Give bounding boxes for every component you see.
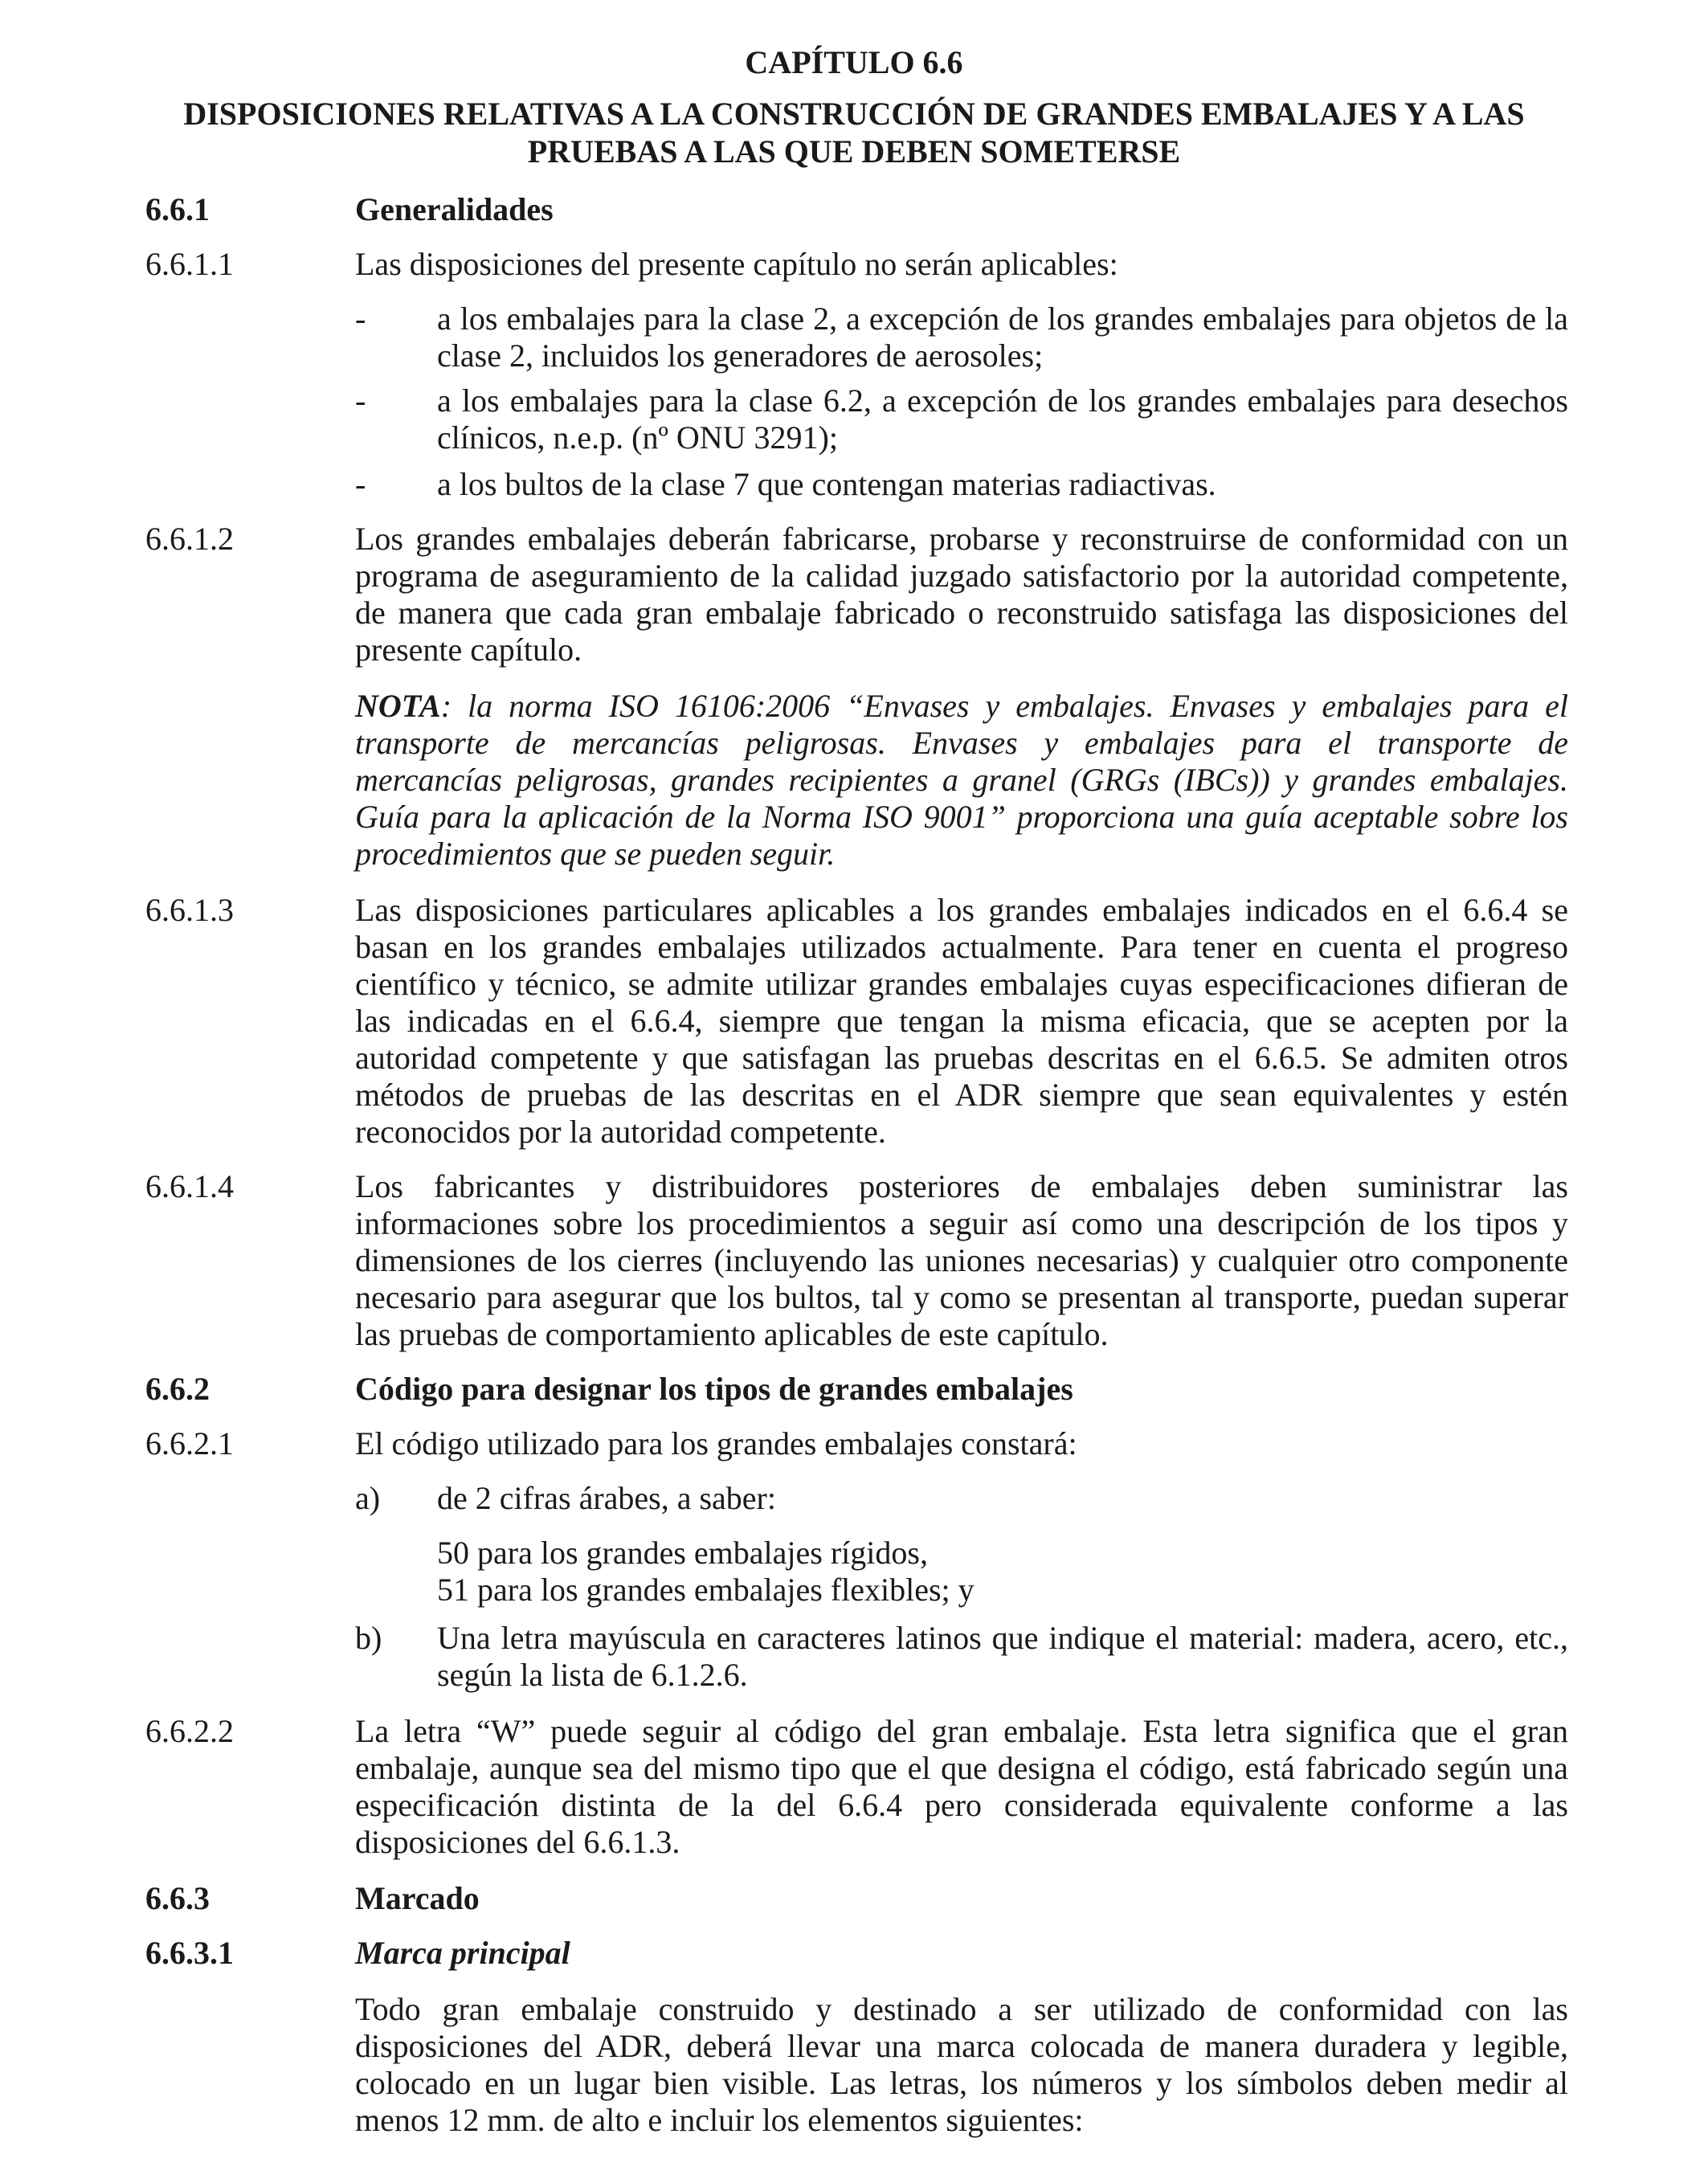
list-subitems xyxy=(437,1535,1568,1609)
text-line: colocado en un lugar bien visible. Las letras, los números y los símbolos deben medir al xyxy=(355,2065,1568,2101)
text-line: Una letra mayúscula en caracteres latinos que indique el material: madera, acero, etc., xyxy=(437,1620,1568,1656)
note-label: NOTA xyxy=(355,688,441,724)
paragraph-intro: El código utilizado para los grandes embalajes constará: xyxy=(355,1425,1077,1461)
text-line: especificación distinta de la del 6.6.4 pero considerada equivalente conforme a las xyxy=(355,1787,1568,1823)
text-line: Los fabricantes y distribuidores posteriores de embalajes deben suministrar las xyxy=(355,1168,1568,1204)
text-line xyxy=(355,688,1568,725)
text-line: Los grandes embalajes deberán fabricarse, probarse y reconstruirse de conformidad con un xyxy=(355,521,1568,557)
paragraph-text xyxy=(355,892,1568,1151)
text-line: disposiciones del ADR, deberá llevar una marca colocada de manera duradera y legible, xyxy=(355,2028,1568,2064)
text-line: clínicos, n.e.p. (nº ONU 3291); xyxy=(437,419,838,456)
text-line: científico y técnico, se admite utilizar grandes embalajes cuyas especificaciones difieran de xyxy=(355,966,1568,1002)
chapter-subtitle xyxy=(153,95,1555,170)
text-line: La letra “W” puede seguir al código del gran embalaje. Esta letra significa que el gran xyxy=(355,1713,1568,1749)
list-item xyxy=(437,382,1568,456)
text-line: dimensiones de los cierres (incluyendo las uniones necesarias) y cualquier otro componente xyxy=(355,1242,1568,1278)
text-line: Todo gran embalaje construido y destinado a ser utilizado de conformidad con las xyxy=(355,1991,1568,2027)
paragraph-number: 6.6.1.1 xyxy=(145,246,234,282)
text-line: mercancías peligrosas, grandes recipientes a granel (GRGs (IBCs)) y grandes embalajes. xyxy=(355,762,1568,798)
paragraph-text xyxy=(355,1713,1568,1861)
text-line: a los embalajes para la clase 2, a excepción de los grandes embalajes para objetos de la xyxy=(437,300,1568,337)
paragraph-number: 6.6.1.3 xyxy=(145,892,234,928)
note-text: : la norma ISO 16106:2006 “Envases y embalajes. Envases y embalajes para el xyxy=(440,688,1568,724)
list-item xyxy=(437,1620,1568,1694)
text-line: informaciones sobre los procedimientos a seguir así como una descripción de los tipos y xyxy=(355,1205,1568,1241)
list-item xyxy=(437,1480,1568,1517)
section-number: 6.6.2 xyxy=(145,1371,210,1407)
text-line: Guía para la aplicación de la Norma ISO 9001” proporciona una guía aceptable sobre los xyxy=(355,799,1568,835)
list-dash: - xyxy=(355,466,366,502)
section-heading: Marcado xyxy=(355,1880,480,1916)
list-dash: - xyxy=(355,300,366,337)
paragraph-number: 6.6.3.1 xyxy=(145,1935,234,1971)
list-item xyxy=(437,466,1568,503)
text-line: las indicadas en el 6.6.4, siempre que tengan la misma eficacia, que se acepten por la xyxy=(355,1003,1568,1039)
text-line: de 2 cifras árabes, a saber: xyxy=(437,1480,776,1516)
list-label: a) xyxy=(355,1480,381,1516)
paragraph-text xyxy=(355,1168,1568,1353)
text-line: métodos de pruebas de las descritas en el ADR siempre que sean equivalentes y estén xyxy=(355,1077,1568,1113)
section-number: 6.6.1 xyxy=(145,191,210,227)
text-line: clase 2, incluidos los generadores de aerosoles; xyxy=(437,337,1044,374)
subtitle-line: DISPOSICIONES RELATIVAS A LA CONSTRUCCIÓN DE GRANDES EMBALAJES Y A LAS xyxy=(183,96,1525,132)
paragraph-number: 6.6.1.2 xyxy=(145,521,234,557)
list-item xyxy=(437,300,1568,374)
text-line: de manera que cada gran embalaje fabricado o reconstruido satisfaga las disposiciones del xyxy=(355,595,1568,631)
text-line: transporte de mercancías peligrosas. Envases y embalajes para el transporte de xyxy=(355,725,1568,761)
text-line: Las disposiciones particulares aplicables a los grandes embalajes indicados en el 6.6.4 se xyxy=(355,892,1568,928)
text-line: 50 para los grandes embalajes rígidos, xyxy=(437,1535,928,1571)
text-line: basan en los grandes embalajes utilizados actualmente. Para tener en cuenta el progreso xyxy=(355,929,1568,965)
section-number: 6.6.3 xyxy=(145,1880,210,1916)
text-line: menos 12 mm. de alto e incluir los elementos siguientes: xyxy=(355,2102,1084,2138)
paragraph-text xyxy=(355,1991,1568,2139)
text-line: las pruebas de comportamiento aplicables de este capítulo. xyxy=(355,1316,1109,1352)
paragraph-number: 6.6.2.1 xyxy=(145,1425,234,1461)
list-label: b) xyxy=(355,1620,382,1656)
section-heading: Código para designar los tipos de grandes embalajes xyxy=(355,1371,1073,1407)
subtitle-line: PRUEBAS A LAS QUE DEBEN SOMETERSE xyxy=(527,133,1181,170)
paragraph-intro: Las disposiciones del presente capítulo no serán aplicables: xyxy=(355,246,1118,282)
subsection-heading: Marca principal xyxy=(355,1935,570,1971)
paragraph-number: 6.6.2.2 xyxy=(145,1713,234,1749)
text-line: a los bultos de la clase 7 que contengan materias radiactivas. xyxy=(437,466,1216,502)
text-line: según la lista de 6.1.2.6. xyxy=(437,1657,748,1693)
text-line: reconocidos por la autoridad competente. xyxy=(355,1114,886,1150)
text-line: procedimientos que se pueden seguir. xyxy=(355,836,836,872)
text-line: 51 para los grandes embalajes flexibles; y xyxy=(437,1572,975,1608)
section-heading: Generalidades xyxy=(355,191,554,227)
text-line: programa de aseguramiento de la calidad juzgado satisfactorio por la autoridad competente, xyxy=(355,558,1568,594)
text-line: disposiciones del 6.6.1.3. xyxy=(355,1824,680,1860)
text-line: presente capítulo. xyxy=(355,632,582,668)
text-line: autoridad competente y que satisfagan las pruebas descritas en el 6.6.5. Se admiten otros xyxy=(355,1040,1568,1076)
paragraph-number: 6.6.1.4 xyxy=(145,1168,234,1204)
text-line: a los embalajes para la clase 6.2, a excepción de los grandes embalajes para desechos xyxy=(437,382,1568,419)
text-line: embalaje, aunque sea del mismo tipo que el que designa el código, está fabricado según una xyxy=(355,1750,1568,1786)
note-block xyxy=(355,688,1568,873)
list-dash: - xyxy=(355,382,366,419)
text-line: necesario para asegurar que los bultos, tal y como se presentan al transporte, puedan superar xyxy=(355,1279,1568,1315)
paragraph-text xyxy=(355,521,1568,668)
chapter-title: CAPÍTULO 6.6 xyxy=(745,44,963,80)
